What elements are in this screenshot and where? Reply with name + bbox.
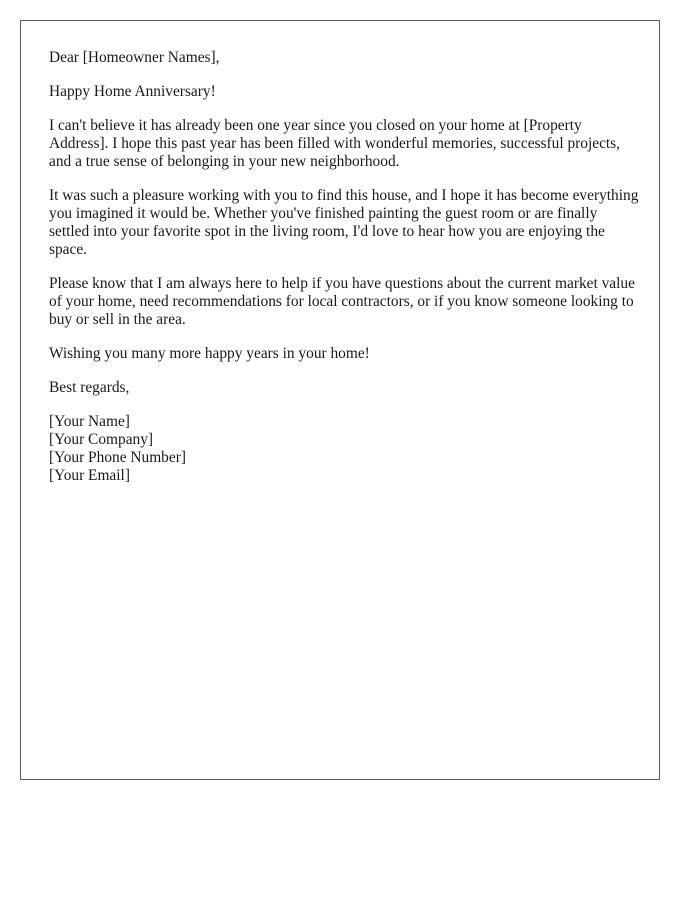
paragraph-house: It was such a pleasure working with you to find this house, and I hope it has become everything you imagined it would be. Whether you've finished painting the guest room or are finally settled into your favorite spot in the living room, I'd love to hear how you are enjoying the space. <box>49 187 639 258</box>
signature-phone: [Your Phone Number] <box>49 449 186 466</box>
signature-block <box>49 413 639 485</box>
signature-email: [Your Email] <box>49 467 130 484</box>
greeting: Happy Home Anniversary! <box>49 83 216 100</box>
letter-body <box>49 49 639 485</box>
paragraph-intro: I can't believe it has already been one year since you closed on your home at [Property Address]. I hope this past year has been filled with wonderful memories, successful projects, and a true sense of belonging in your new neighborhood. <box>49 117 621 170</box>
signature-company: [Your Company] <box>49 431 154 448</box>
paragraph-wishes: Wishing you many more happy years in your home! <box>49 345 370 362</box>
closing: Best regards, <box>49 379 130 396</box>
salutation: Dear [Homeowner Names], <box>49 49 220 66</box>
letter-page <box>20 20 660 780</box>
paragraph-help: Please know that I am always here to help if you have questions about the current market value of your home, need recommendations for local contractors, or if you know someone looking to buy or sell in the area. <box>49 275 635 328</box>
signature-name: [Your Name] <box>49 413 130 430</box>
